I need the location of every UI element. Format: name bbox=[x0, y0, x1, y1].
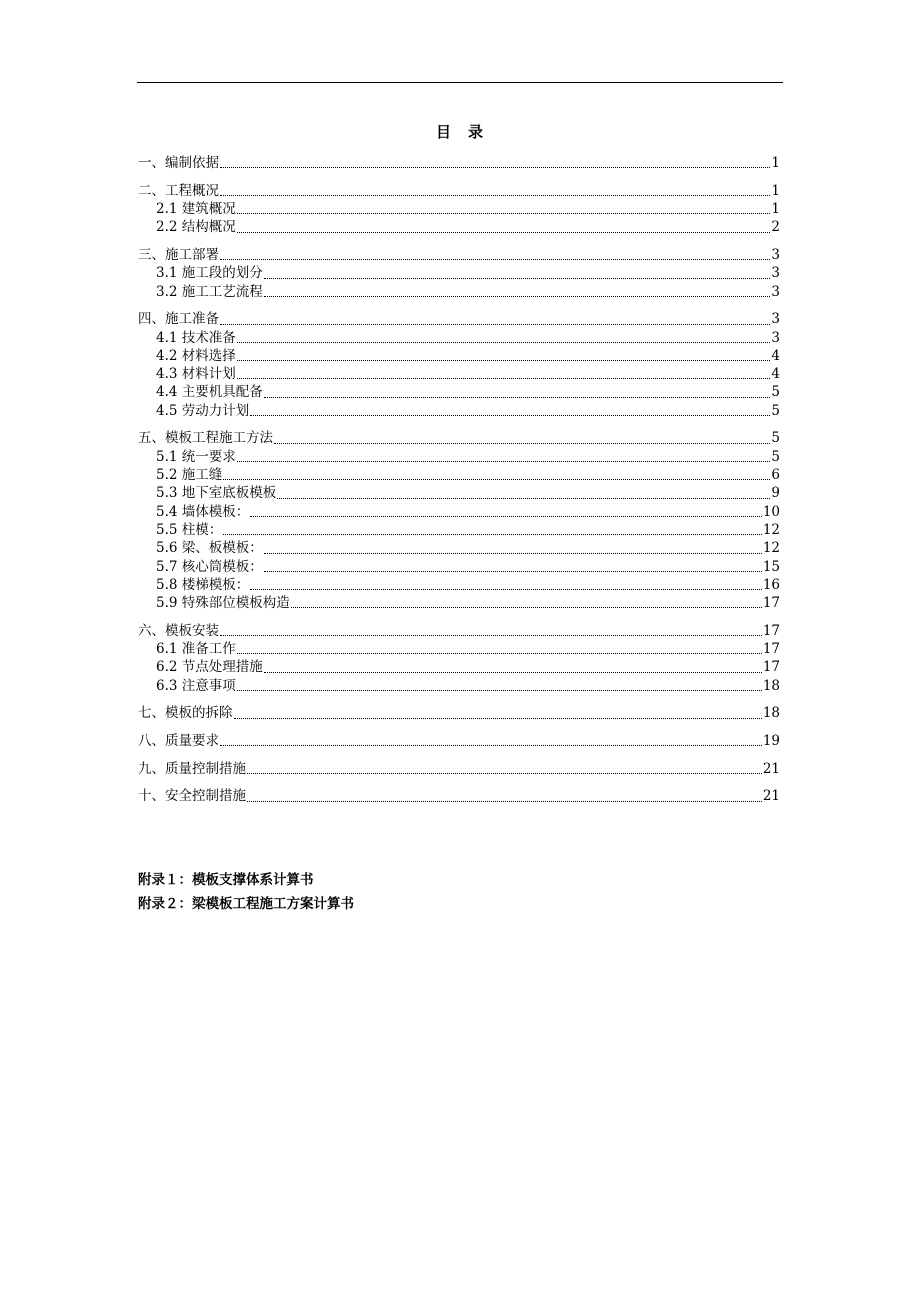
toc-dot-leader bbox=[223, 533, 762, 535]
toc-entry[interactable] bbox=[138, 760, 780, 778]
toc-dot-leader bbox=[264, 295, 771, 297]
toc-dot-leader bbox=[264, 570, 762, 572]
toc-entry-page-number: 12 bbox=[762, 540, 780, 557]
toc-dot-leader bbox=[264, 671, 762, 673]
toc-entry[interactable] bbox=[138, 677, 780, 695]
toc-dot-leader bbox=[234, 717, 762, 719]
header-rule bbox=[137, 82, 783, 83]
toc-entry-page-number: 18 bbox=[762, 677, 780, 694]
toc-entry[interactable] bbox=[138, 283, 780, 301]
toc-entry-label: 七、模板的拆除 bbox=[138, 705, 233, 722]
toc-entry-label: 6.3 注意事项 bbox=[156, 677, 236, 694]
toc-entry[interactable] bbox=[138, 576, 780, 594]
toc-dot-leader bbox=[264, 277, 771, 279]
toc-entry-label: 2.1 建筑概况 bbox=[156, 200, 236, 217]
toc-entry[interactable] bbox=[138, 429, 780, 447]
toc-entry-label: 4.4 主要机具配备 bbox=[156, 384, 263, 401]
toc-entry-label: 4.1 技术准备 bbox=[156, 329, 236, 346]
toc-entry-page-number: 1 bbox=[771, 200, 780, 217]
toc-dot-leader bbox=[220, 258, 770, 260]
toc-entry-page-number: 1 bbox=[771, 155, 780, 171]
toc-entry[interactable] bbox=[138, 347, 780, 365]
toc-entry-page-number: 2 bbox=[771, 219, 780, 236]
toc-entry-label: 5.2 施工缝 bbox=[156, 467, 223, 484]
toc-entry[interactable] bbox=[138, 539, 780, 557]
toc-entry-page-number: 1 bbox=[771, 182, 780, 199]
toc-entry[interactable] bbox=[138, 622, 780, 640]
toc-entry-page-number: 17 bbox=[762, 641, 780, 658]
toc-dot-leader bbox=[264, 396, 771, 398]
toc-dot-leader bbox=[250, 515, 762, 517]
toc-entry-page-number: 17 bbox=[762, 595, 780, 612]
toc-entry-page-number: 5 bbox=[771, 402, 780, 419]
toc-entry[interactable] bbox=[138, 383, 780, 401]
toc-entry-page-number: 3 bbox=[771, 246, 780, 263]
toc-entry-label: 5.8 楼梯模板： bbox=[156, 576, 250, 593]
toc-entry[interactable] bbox=[138, 154, 780, 172]
toc-entry[interactable] bbox=[138, 787, 780, 805]
toc-entry-page-number: 5 bbox=[771, 448, 780, 465]
toc-entry-page-number: 17 bbox=[762, 659, 780, 676]
toc-entry[interactable] bbox=[138, 182, 780, 200]
toc-entry-page-number: 4 bbox=[771, 366, 780, 383]
toc-entry[interactable] bbox=[138, 732, 780, 750]
toc-entry-page-number: 9 bbox=[771, 485, 780, 502]
toc-entry[interactable] bbox=[138, 402, 780, 420]
toc-entry-label: 5.4 墙体模板： bbox=[156, 503, 250, 520]
toc-dot-leader bbox=[237, 652, 762, 654]
toc-dot-leader bbox=[237, 460, 771, 462]
toc-dot-leader bbox=[220, 194, 770, 196]
toc-dot-leader bbox=[277, 497, 770, 499]
toc-entry-label: 2.2 结构概况 bbox=[156, 219, 236, 236]
toc-entry[interactable] bbox=[138, 503, 780, 521]
toc-entry-page-number: 19 bbox=[762, 733, 780, 750]
toc-entry[interactable] bbox=[138, 329, 780, 347]
toc-entry-label: 十、安全控制措施 bbox=[138, 788, 246, 805]
toc-entry[interactable] bbox=[138, 658, 780, 676]
toc-entry[interactable] bbox=[138, 218, 780, 236]
appendix-2: 附录２：梁模板工程施工方案计算书 bbox=[138, 896, 354, 912]
toc-entry-page-number: 3 bbox=[771, 311, 780, 328]
toc-entry[interactable] bbox=[138, 365, 780, 383]
toc-entry-label: 八、质量要求 bbox=[138, 733, 219, 750]
toc-entry[interactable] bbox=[138, 640, 780, 658]
toc-entry-page-number: 12 bbox=[762, 521, 780, 538]
toc-entry-page-number: 21 bbox=[762, 760, 780, 777]
toc-entry-page-number: 18 bbox=[762, 705, 780, 722]
toc-entry-label: 4.2 材料选择 bbox=[156, 347, 236, 364]
toc-entry-label: 一、编制依据 bbox=[138, 155, 219, 171]
toc-dot-leader bbox=[220, 634, 762, 636]
toc-entry-label: 5.3 地下室底板模板 bbox=[156, 485, 277, 502]
toc-entry-label: 六、模板安装 bbox=[138, 622, 219, 639]
toc-dot-leader bbox=[237, 341, 771, 343]
toc-dot-leader bbox=[264, 552, 762, 554]
toc-entry[interactable] bbox=[138, 594, 780, 612]
toc-dot-leader bbox=[237, 359, 771, 361]
toc-entry-label: 4.3 材料计划 bbox=[156, 366, 236, 383]
toc-entry-label: 6.1 准备工作 bbox=[156, 641, 236, 658]
toc-entry-label: 3.1 施工段的划分 bbox=[156, 265, 263, 282]
toc-entry-label: 三、施工部署 bbox=[138, 246, 219, 263]
appendix-1: 附录１：模板支撑体系计算书 bbox=[138, 872, 314, 888]
toc-entry-label: 二、工程概况 bbox=[138, 182, 219, 199]
toc-entry-page-number: 15 bbox=[762, 558, 780, 575]
toc-title: 目 录 bbox=[435, 123, 484, 141]
toc-entry-page-number: 3 bbox=[771, 265, 780, 282]
toc-entry-label: 5.9 特殊部位模板构造 bbox=[156, 595, 290, 612]
toc-entry-label: 5.1 统一要求 bbox=[156, 448, 236, 465]
toc-entry[interactable] bbox=[138, 704, 780, 722]
toc-entry[interactable] bbox=[138, 448, 780, 466]
toc-entry-label: 5.5 柱模： bbox=[156, 521, 223, 538]
toc-entry-label: 5.6 梁、板模板： bbox=[156, 540, 263, 557]
toc-entry[interactable] bbox=[138, 466, 780, 484]
toc-entry-label: 4.5 劳动力计划 bbox=[156, 402, 250, 419]
toc-entry-page-number: 5 bbox=[771, 384, 780, 401]
toc-dot-leader bbox=[237, 689, 762, 691]
toc-dot-leader bbox=[250, 414, 770, 416]
toc-entry-page-number: 3 bbox=[771, 329, 780, 346]
toc-entry-label: 四、施工准备 bbox=[138, 311, 219, 328]
toc-entry-page-number: 6 bbox=[771, 467, 780, 484]
toc-entry-page-number: 5 bbox=[771, 430, 780, 447]
toc-dot-leader bbox=[223, 478, 770, 480]
toc-entry[interactable] bbox=[138, 484, 780, 502]
toc-entry-label: 5.7 核心筒模板： bbox=[156, 558, 263, 575]
toc-entry-page-number: 17 bbox=[762, 622, 780, 639]
toc-entry-label: 九、质量控制措施 bbox=[138, 760, 246, 777]
toc-entry[interactable] bbox=[138, 310, 780, 328]
toc-entry[interactable] bbox=[138, 246, 780, 264]
toc-entry-page-number: 3 bbox=[771, 283, 780, 300]
toc-dot-leader bbox=[237, 212, 771, 214]
toc-dot-leader bbox=[237, 231, 771, 233]
toc-dot-leader bbox=[237, 377, 771, 379]
toc-entry-page-number: 21 bbox=[762, 788, 780, 805]
toc-dot-leader bbox=[250, 588, 762, 590]
toc-dot-leader bbox=[274, 442, 770, 444]
table-of-contents bbox=[138, 154, 780, 806]
toc-entry-page-number: 10 bbox=[762, 503, 780, 520]
toc-entry[interactable] bbox=[138, 558, 780, 576]
toc-dot-leader bbox=[291, 606, 762, 608]
toc-entry[interactable] bbox=[138, 264, 780, 282]
toc-dot-leader bbox=[247, 800, 762, 802]
toc-dot-leader bbox=[220, 744, 762, 746]
toc-entry-label: 6.2 节点处理措施 bbox=[156, 659, 263, 676]
toc-entry[interactable] bbox=[138, 521, 780, 539]
toc-entry-page-number: 4 bbox=[771, 347, 780, 364]
toc-entry-page-number: 16 bbox=[762, 576, 780, 593]
toc-entry-label: 3.2 施工工艺流程 bbox=[156, 283, 263, 300]
toc-entry[interactable] bbox=[138, 200, 780, 218]
toc-entry-label: 五、模板工程施工方法 bbox=[138, 430, 273, 447]
toc-dot-leader bbox=[220, 166, 770, 168]
toc-dot-leader bbox=[247, 772, 762, 774]
toc-dot-leader bbox=[220, 323, 770, 325]
